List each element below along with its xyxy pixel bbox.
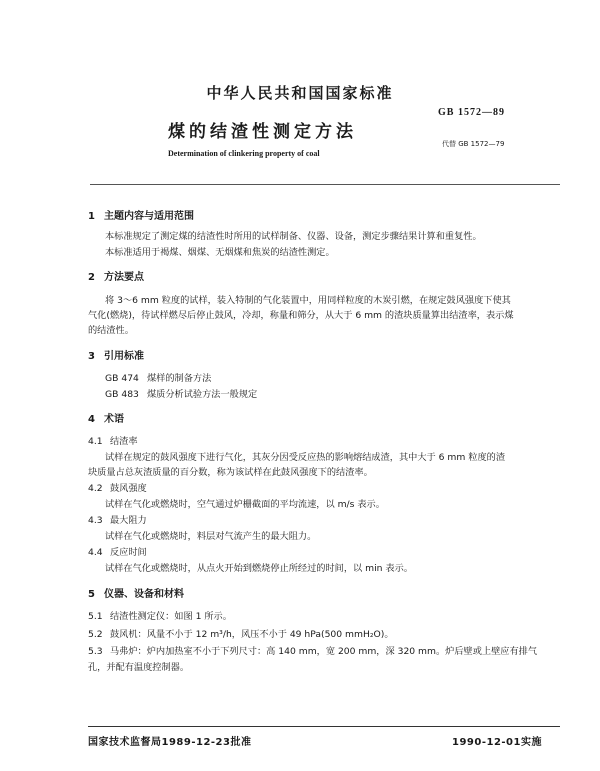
term-title: 反应时间 xyxy=(110,547,147,558)
implementation-date: 1990-12-01实施 xyxy=(452,737,542,748)
text-line: 试样在气化或燃烧时，空气通过炉栅截面的平均流速，以 m/s 表示。 xyxy=(105,499,385,510)
standard-number: GB 1572—89 xyxy=(438,107,505,118)
approval-info: 国家技术监督局1989-12-23批准 xyxy=(88,737,252,748)
term-title: 最大阻力 xyxy=(110,515,147,526)
term-heading xyxy=(88,480,147,494)
header-divider xyxy=(90,184,560,185)
reference-code: GB 483 xyxy=(105,389,139,400)
text-line: 试样在气化或燃烧时，从点火开始到燃烧停止所经过的时间，以 min 表示。 xyxy=(105,563,413,574)
text-line: 气化(燃烧)，待试样燃尽后停止鼓风，冷却，称量和筛分，从大于 6 mm 的渣块质量算出结渣率，表示煤 xyxy=(88,310,514,321)
reference-code: GB 474 xyxy=(105,373,139,384)
section-2-heading xyxy=(88,268,144,283)
reference-item xyxy=(105,386,257,400)
text-line: 试样在气化或燃烧时，料层对气流产生的最大阻力。 xyxy=(105,531,317,542)
text-line: 孔，并配有温度控制器。 xyxy=(88,662,190,673)
text-line: 的结渣性。 xyxy=(88,325,134,336)
section-title: 仪器、设备和材料 xyxy=(104,589,184,600)
item-number: 5.1 xyxy=(88,611,103,622)
section-title: 主题内容与适用范围 xyxy=(104,211,194,222)
equipment-item xyxy=(88,608,232,622)
section-5-heading xyxy=(88,585,184,600)
term-title: 鼓风强度 xyxy=(110,483,147,494)
section-title: 术语 xyxy=(104,414,124,425)
term-title: 结渣率 xyxy=(110,436,138,447)
paragraph: 本标准适用于褐煤、烟煤、无烟煤和焦炭的结渣性测定。 xyxy=(105,247,335,258)
term-number: 4.1 xyxy=(88,436,103,447)
item-text: 鼓风机：风量不小于 12 m³/h，风压不小于 49 hPa(500 mmH₂O)。 xyxy=(110,629,394,640)
equipment-item xyxy=(88,643,537,657)
term-number: 4.3 xyxy=(88,515,103,526)
section-number: 3 xyxy=(88,351,95,362)
term-number: 4.4 xyxy=(88,547,103,558)
section-title: 引用标准 xyxy=(104,351,144,362)
term-heading xyxy=(88,512,147,526)
section-number: 5 xyxy=(88,589,95,600)
item-number: 5.3 xyxy=(88,646,103,657)
item-text: 马弗炉：炉内加热室不小于下列尺寸：高 140 mm，宽 200 mm，深 320 mm。炉后壁或上壁应有排气 xyxy=(110,646,538,657)
paragraph: 本标准规定了测定煤的结渣性时所用的试样制备、仪器、设备，测定步骤结果计算和重复性。 xyxy=(105,231,482,242)
section-4-heading xyxy=(88,410,124,425)
section-3-heading xyxy=(88,347,144,362)
text-line: 块质量占总灰渣质量的百分数，称为该试样在此鼓风强度下的结渣率。 xyxy=(88,467,373,478)
reference-title: 煤样的制备方法 xyxy=(147,373,212,384)
section-title: 方法要点 xyxy=(104,272,144,283)
document-subtitle-en: Determination of clinkering property of coal xyxy=(168,149,320,158)
reference-item xyxy=(105,370,211,384)
item-number: 5.2 xyxy=(88,629,103,640)
standard-title: 中华人民共和国国家标准 xyxy=(206,84,394,102)
term-heading xyxy=(88,544,147,558)
reference-title: 煤质分析试验方法一般规定 xyxy=(147,389,258,400)
footer-divider xyxy=(88,726,560,727)
equipment-item xyxy=(88,626,394,640)
item-text: 结渣性测定仪：如图 1 所示。 xyxy=(110,611,232,622)
text-line: 将 3～6 mm 粒度的试样，装入特制的气化装置中，用同样粒度的木炭引燃，在规定鼓风强度下使其 xyxy=(105,295,511,306)
replaces-standard: 代替 GB 1572—79 xyxy=(442,140,505,148)
section-number: 4 xyxy=(88,414,95,425)
term-heading xyxy=(88,433,138,447)
section-1-heading xyxy=(88,207,194,222)
text-line: 试样在规定的鼓风强度下进行气化，其灰分因受反应热的影响熔结成渣，其中大于 6 mm 粒度的渣 xyxy=(105,452,506,463)
term-number: 4.2 xyxy=(88,483,103,494)
document-title: 煤的结渣性测定方法 xyxy=(168,122,357,142)
section-number: 2 xyxy=(88,272,95,283)
section-number: 1 xyxy=(88,211,95,222)
